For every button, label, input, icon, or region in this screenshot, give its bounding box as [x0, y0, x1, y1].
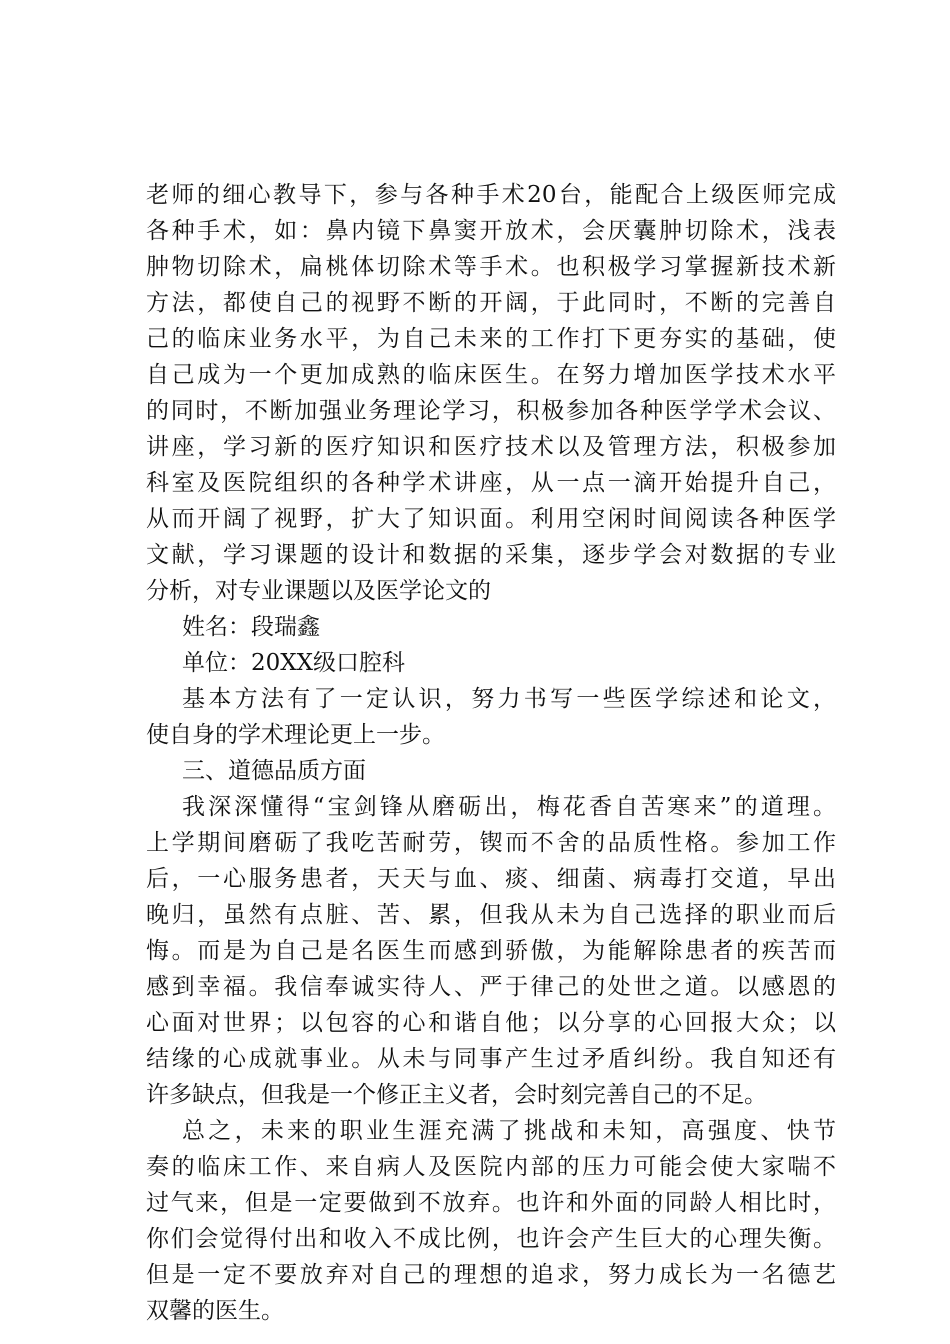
paragraph-1-line: 讲座，学习新的医疗知识和医疗技术以及管理方法，积极参加	[146, 434, 836, 460]
author-name: 姓名：段瑞鑫	[182, 614, 320, 640]
paragraph-3-line: 悔。而是为自己是名医生而感到骄傲，为能解除患者的疾苦而	[146, 938, 836, 964]
paragraph-1-line: 老师的细心教导下，参与各种手术20台，能配合上级医师完成	[146, 182, 836, 208]
paragraph-1-line: 从而开阔了视野，扩大了知识面。利用空闲时间阅读各种医学	[146, 506, 836, 532]
paragraph-3-line: 上学期间磨砺了我吃苦耐劳，锲而不舍的品质性格。参加工作	[146, 830, 836, 856]
paragraph-4-line: 双馨的医生。	[146, 1298, 284, 1324]
paragraph-3-line: 我深深懂得“宝剑锋从磨砺出，梅花香自苦寒来”的道理。	[182, 794, 836, 820]
paragraph-3-line: 结缘的心成就事业。从未与同事产生过矛盾纠纷。我自知还有	[146, 1046, 836, 1072]
paragraph-4-line: 奏的临床工作、来自病人及医院内部的压力可能会使大家喘不	[146, 1154, 836, 1180]
paragraph-3-line: 心面对世界；以包容的心和谐自他；以分享的心回报大众；以	[146, 1010, 836, 1036]
paragraph-4-line: 但是一定不要放弃对自己的理想的追求，努力成长为一名德艺	[146, 1262, 836, 1288]
paragraph-1-line: 的同时，不断加强业务理论学习，积极参加各种医学学术会议、	[146, 398, 836, 424]
paragraph-2-line: 基本方法有了一定认识，努力书写一些医学综述和论文，	[182, 686, 836, 712]
paragraph-1-line: 各种手术，如：鼻内镜下鼻窦开放术，会厌囊肿切除术，浅表	[146, 218, 836, 244]
section-heading: 三、道德品质方面	[182, 758, 366, 784]
paragraph-1-line: 方法，都使自己的视野不断的开阔，于此同时，不断的完善自	[146, 290, 836, 316]
paragraph-3-line: 晚归，虽然有点脏、苦、累，但我从未为自己选择的职业而后	[146, 902, 836, 928]
paragraph-4-line: 过气来，但是一定要做到不放弃。也许和外面的同龄人相比时，	[146, 1190, 836, 1216]
paragraph-2-line: 使自身的学术理论更上一步。	[146, 722, 445, 748]
paragraph-1-line: 科室及医院组织的各种学术讲座，从一点一滴开始提升自己，	[146, 470, 836, 496]
paragraph-1-line: 肿物切除术，扁桃体切除术等手术。也积极学习掌握新技术新	[146, 254, 836, 280]
paragraph-3-line: 后，一心服务患者，天天与血、痰、细菌、病毒打交道，早出	[146, 866, 836, 892]
paragraph-1-line: 分析，对专业课题以及医学论文的	[146, 578, 491, 604]
paragraph-1-line: 文献，学习课题的设计和数据的采集，逐步学会对数据的专业	[146, 542, 836, 568]
paragraph-1-line: 自己成为一个更加成熟的临床医生。在努力增加医学技术水平	[146, 362, 836, 388]
paragraph-4-line: 你们会觉得付出和收入不成比例，也许会产生巨大的心理失衡。	[146, 1226, 836, 1252]
paragraph-3-line: 许多缺点，但我是一个修正主义者，会时刻完善自己的不足。	[146, 1082, 767, 1108]
paragraph-4-line: 总之，未来的职业生涯充满了挑战和未知，高强度、快节	[182, 1118, 836, 1144]
paragraph-3-line: 感到幸福。我信奉诚实待人、严于律己的处世之道。以感恩的	[146, 974, 836, 1000]
author-unit: 单位：20XX级口腔科	[182, 650, 406, 676]
paragraph-1-line: 己的临床业务水平，为自己未来的工作打下更夯实的基础，使	[146, 326, 836, 352]
